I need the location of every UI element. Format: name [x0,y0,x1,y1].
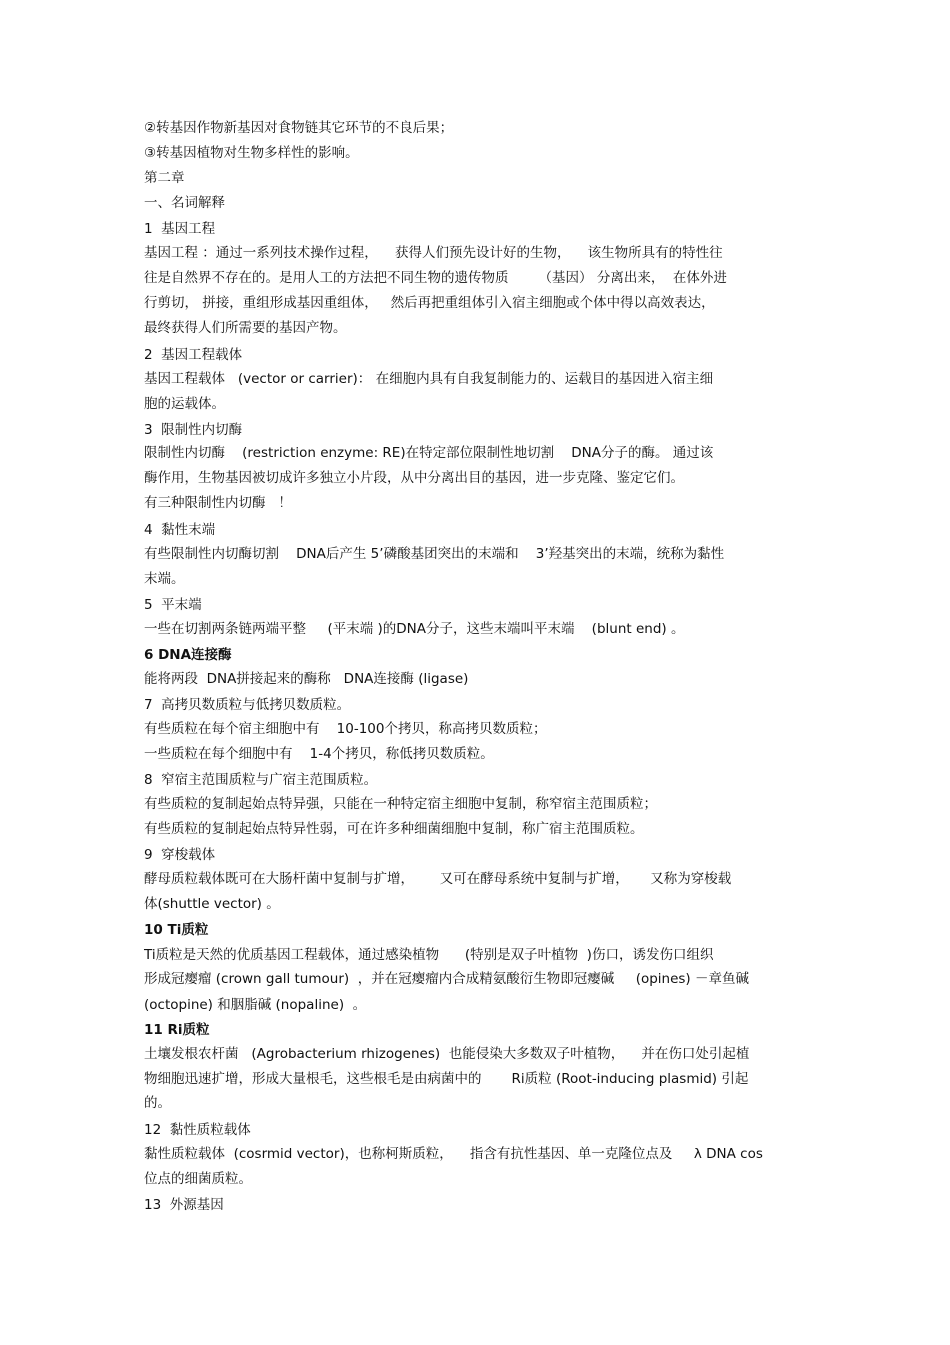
text-line: 酵母质粒载体既可在大肠杆菌中复制与扩增， 又可在酵母系统中复制与扩增， 又称为穿梭载 [144,871,732,887]
text-line: 形成冠瘿瘤 (crown gall tumour) ，并在冠瘿瘤内合成精氨酸衍生物即冠瘿碱 (opines) －章鱼碱 [144,971,749,987]
text-line: 有些限制性内切酶切割 DNA后产生 5’磷酸基团突出的末端和 3’羟基突出的末端，统称为黏性 [144,546,725,562]
text-line: Ti质粒是天然的优质基因工程载体，通过感染植物 (特别是双子叶植物 )伤口，诱发伤口组织 [144,947,714,963]
text-line: ②转基因作物新基因对食物链其它环节的不良后果； [144,120,454,136]
text-line: 基因工程载体 (vector or carrier)： 在细胞内具有自我复制能力的、运载目的基因进入宿主细 [144,371,714,387]
term-heading: 5 平末端 [144,597,202,613]
term-heading: 13 外源基因 [144,1197,224,1213]
text-line: 有些质粒的复制起始点特异性弱，可在许多种细菌细胞中复制，称广宿主范围质粒。 [144,821,644,837]
text-line: 体(shuttle vector) 。 [144,896,280,912]
term-heading: 2 基因工程载体 [144,347,243,363]
text-line: (octopine) 和胭脂碱 (nopaline) 。 [144,997,367,1013]
chapter-heading: 第二章 [144,170,185,186]
term-heading: 11 Ri质粒 [144,1022,210,1038]
text-line: 胞的运载体。 [144,396,225,412]
text-line: 土壤发根农杆菌 (Agrobacterium rhizogenes) 也能侵染大多数双子叶植物， 并在伤口处引起植 [144,1046,750,1062]
term-heading: 7 高拷贝数质粒与低拷贝数质粒。 [144,697,351,713]
text-line: 限制性内切酶 (restriction enzyme: RE)在特定部位限制性地切割 DNA分子的酶。 通过该 [144,445,714,461]
term-heading: 1 基因工程 [144,221,216,237]
term-heading: 8 窄宿主范围质粒与广宿主范围质粒。 [144,772,378,788]
term-heading: 3 限制性内切酶 [144,422,243,438]
term-heading: 6 DNA连接酶 [144,647,232,663]
text-line: 一些在切割两条链两端平整 (平末端 )的DNA分子，这些末端叫平末端 (blunt end) 。 [144,621,685,637]
text-line: 物细胞迅速扩增，形成大量根毛，这些根毛是由病菌中的 Ri质粒 (Root-inducing plasmid) 引起 [144,1071,749,1087]
text-line: 的。 [144,1095,171,1111]
text-line: 黏性质粒载体 (cosrmid vector)，也称柯斯质粒， 指含有抗性基因、单一克隆位点及 λ DNA cos [144,1146,763,1162]
text-line: ③转基因植物对生物多样性的影响。 [144,145,359,161]
text-line: 有些质粒的复制起始点特异强，只能在一种特定宿主细胞中复制，称窄宿主范围质粒； [144,796,657,812]
term-heading: 12 黏性质粒载体 [144,1122,251,1138]
text-line: 一些质粒在每个细胞中有 1-4个拷贝，称低拷贝数质粒。 [144,746,494,762]
text-line: 往是自然界不存在的。是用人工的方法把不同生物的遗传物质 （基因） 分离出来， 在体外进 [144,270,727,286]
term-heading: 9 穿梭载体 [144,847,216,863]
text-line: 位点的细菌质粒。 [144,1171,252,1187]
text-line: 行剪切， 拼接，重组形成基因重组体， 然后再把重组体引入宿主细胞或个体中得以高效表达， [144,295,715,311]
text-line: 有些质粒在每个宿主细胞中有 10-100个拷贝，称高拷贝数质粒； [144,721,547,737]
text-line: 有三种限制性内切酶 ！ [144,495,292,511]
text-line: 末端。 [144,571,185,587]
term-heading: 4 黏性末端 [144,522,216,538]
text-line: 酶作用，生物基因被切成许多独立小片段，从中分离出目的基因，进一步克隆、鉴定它们。 [144,470,684,486]
text-line: 最终获得人们所需要的基因产物。 [144,320,347,336]
text-line: 能将两段 DNA拼接起来的酶称 DNA连接酶 (ligase) [144,671,469,687]
section-heading: 一、名词解释 [144,195,225,211]
text-line: 基因工程 ：通过一系列技术操作过程， 获得人们预先设计好的生物， 该生物所具有的特性往 [144,245,723,261]
term-heading: 10 Ti质粒 [144,922,209,938]
